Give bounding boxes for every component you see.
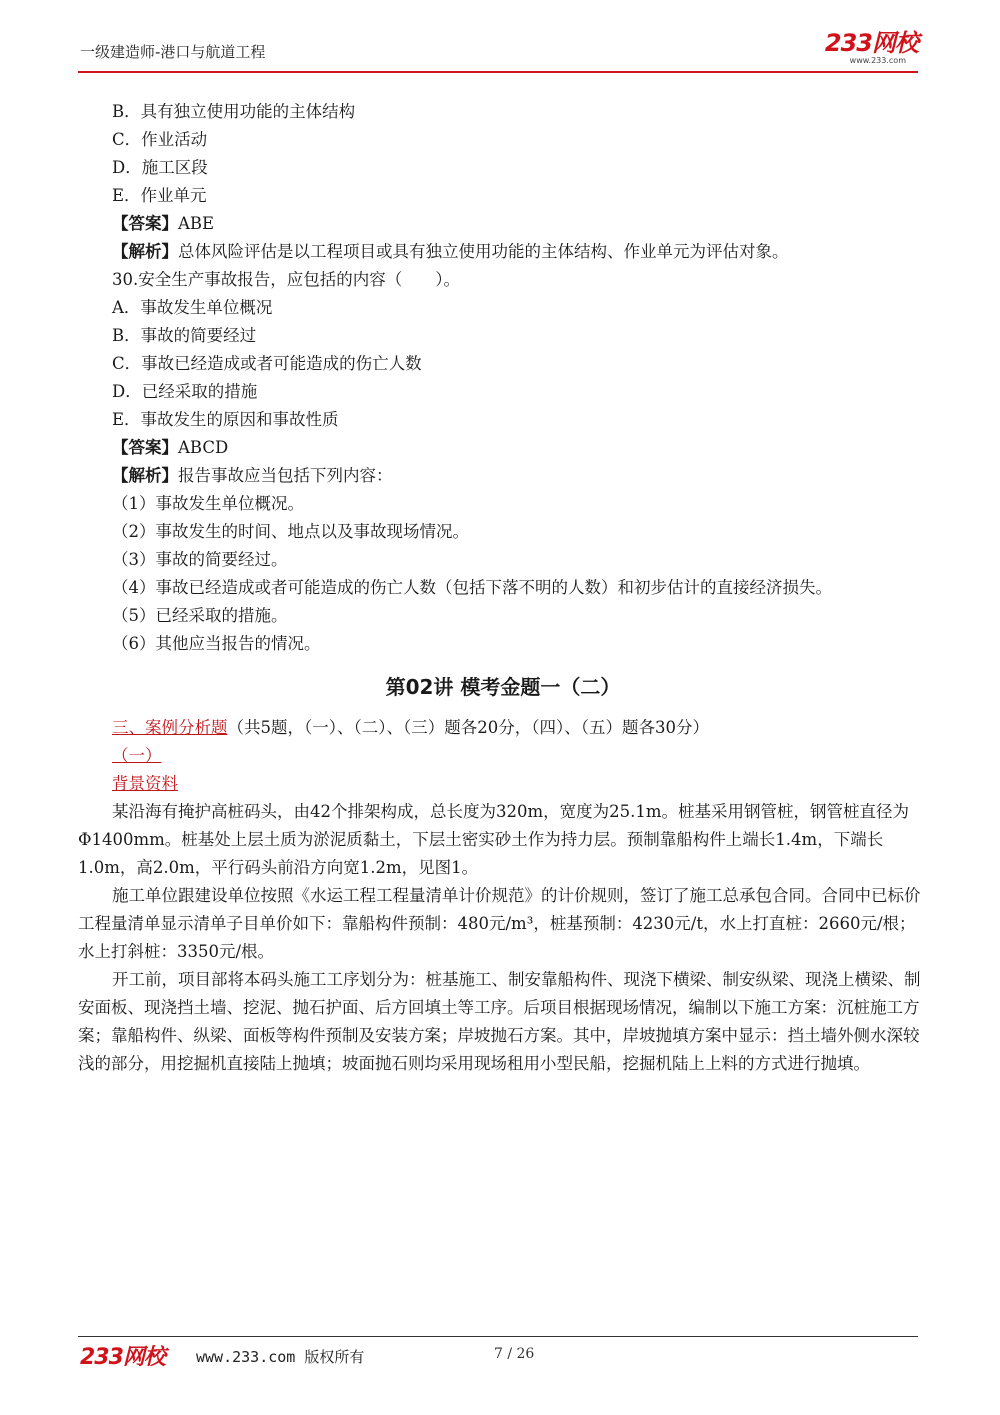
- part-title: 三、案例分析题: [112, 718, 228, 737]
- background-title: 背景资料: [112, 774, 178, 793]
- answer-value: ABCD: [178, 438, 229, 457]
- option-b: B．具有独立使用功能的主体结构: [112, 102, 356, 121]
- analysis-tag: 【解析】: [112, 466, 178, 485]
- report-item-6: （6）其他应当报告的情况。: [112, 634, 321, 653]
- lecture-heading: 第02讲 模考金题一（二）: [385, 675, 621, 699]
- background-title-line: [78, 770, 928, 798]
- q30-option-a: A．事故发生单位概况: [112, 298, 273, 317]
- report-item-1: （1）事故发生单位概况。: [112, 494, 304, 513]
- analysis-line: [78, 462, 928, 490]
- answer-tag: 【答案】: [112, 214, 178, 233]
- analysis-tag: 【解析】: [112, 242, 178, 261]
- background-paragraph-3: 开工前，项目部将本码头施工工序划分为：桩基施工、制安靠船构件、现浇下横梁、制安纵梁、现浇上横梁、制安面板、现浇挡土墙、挖泥、抛石护面、后方回填土等工序。后项目根据现场情况，编制以下施工方案：沉桩施工方案；靠船构件、纵梁、面板等构件预制及安装方案；岸坡抛石方案。其中，岸坡抛填方案中显示：挡土墙外侧水深较浅的部分，用挖掘机直接陆上抛填；坡面抛石则均采用现场租用小型民船，挖掘机陆上上料的方式进行抛填。: [78, 970, 921, 1073]
- logo-text: 233网校: [824, 29, 918, 57]
- q30-option-e: E．事故发生的原因和事故性质: [112, 410, 339, 429]
- report-item-3: （3）事故的简要经过。: [112, 550, 288, 569]
- q30-option-b: B．事故的简要经过: [112, 326, 257, 345]
- analysis-line: [78, 238, 928, 266]
- part-note: （共5题，（一）、（二）、（三）题各20分，（四）、（五）题各30分）: [227, 718, 709, 737]
- q30-option-d: D．已经采取的措施: [112, 382, 258, 401]
- report-item-5: （5）已经采取的措施。: [112, 606, 288, 625]
- background-paragraph-2: 施工单位跟建设单位按照《水运工程工程量清单计价规范》的计价规则，签订了施工总承包合同。合同中已标价工程量清单显示清单子目单价如下：靠船构件预制：480元/m³，桩基预制：4230元/t，水上打直桩：2660元/根；水上打斜桩：3350元/根。: [78, 886, 921, 961]
- report-item-2: （2）事故发生的时间、地点以及事故现场情况。: [112, 522, 469, 541]
- page-content: [78, 98, 928, 1078]
- answer-line: [78, 434, 928, 462]
- option-d: D．施工区段: [112, 158, 208, 177]
- site-logo[interactable]: [825, 30, 918, 65]
- q30-option-c: C．事故已经造成或者可能造成的伤亡人数: [112, 354, 422, 373]
- case-number: （一）: [112, 746, 162, 765]
- footer-logo[interactable]: 233网校: [80, 1345, 165, 1370]
- logo-url: www.233.com: [849, 56, 906, 65]
- option-e: E．作业单元: [112, 186, 207, 205]
- document-title: 一级建造师-港口与航道工程: [80, 43, 266, 61]
- question-30: 30.安全生产事故报告，应包括的内容（ ）。: [112, 270, 460, 289]
- part-title-line: [78, 714, 928, 742]
- analysis-text: 报告事故应当包括下列内容：: [178, 466, 393, 485]
- option-c: C．作业活动: [112, 130, 208, 149]
- footer-divider: [78, 1336, 918, 1337]
- answer-line: [78, 210, 928, 238]
- page-number: 7 / 26: [494, 1346, 535, 1362]
- page-header: [78, 30, 918, 70]
- report-item-4: （4）事故已经造成或者可能造成的伤亡人数（包括下落不明的人数）和初步估计的直接经济损失。: [112, 578, 832, 597]
- background-paragraph-1: 某沿海有掩护高桩码头，由42个排架构成，总长度为320m，宽度为25.1m。桩基采用钢管桩，钢管桩直径为Φ1400mm。桩基处上层土质为淤泥质黏土，下层土密实砂土作为持力层。预制靠船构件上端长1.4m，下端长1.0m，高2.0m，平行码头前沿方向宽1.2m，见图1。: [78, 802, 910, 877]
- case-number-line: [78, 742, 928, 770]
- footer-copyright: www.233.com 版权所有: [196, 1348, 365, 1366]
- answer-tag: 【答案】: [112, 438, 178, 457]
- header-divider: [78, 71, 918, 73]
- analysis-text: 总体风险评估是以工程项目或具有独立使用功能的主体结构、作业单元为评估对象。: [178, 242, 789, 261]
- answer-value: ABE: [178, 214, 215, 233]
